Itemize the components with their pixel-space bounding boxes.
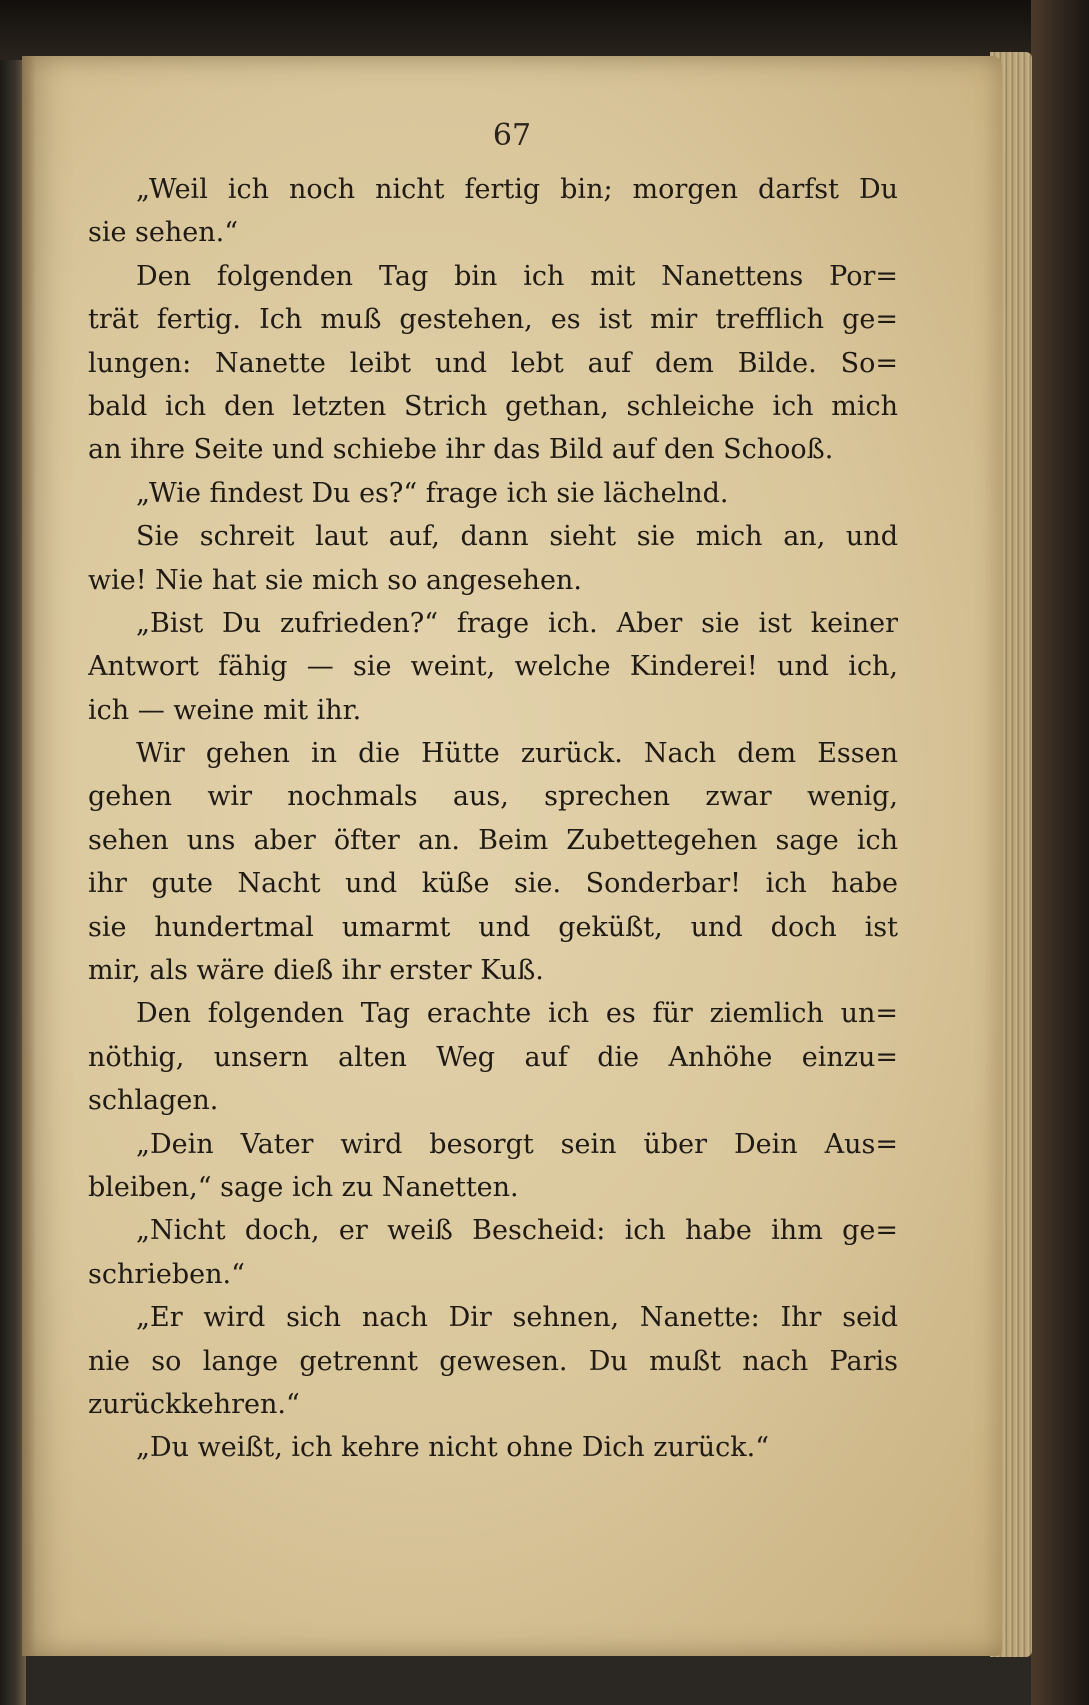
text-line: an ihre Seite und schiebe ihr das Bild auf den Schooß. xyxy=(88,434,834,466)
text-line: bald ich den letzten Strich gethan, schleiche ich mich xyxy=(88,390,898,422)
text-line: zurückkehren.“ xyxy=(88,1388,300,1420)
text-line: Den folgenden Tag erachte ich es für ziemlich un= xyxy=(136,998,898,1030)
text-line: „Bist Du zufrieden?“ frage ich. Aber sie ist keiner xyxy=(136,607,898,639)
text-line: lungen: Nanette leibt und lebt auf dem Bilde. So= xyxy=(88,347,898,379)
text-line: ich — weine mit ihr. xyxy=(88,694,362,726)
text-line: wie! Nie hat sie mich so angesehen. xyxy=(88,564,582,596)
page-gutter xyxy=(22,56,36,1656)
text-line: trät fertig. Ich muß gestehen, es ist mir trefflich ge= xyxy=(88,304,898,336)
text-line: „Weil ich noch nicht fertig bin; morgen darfst Du xyxy=(136,174,898,205)
text-line: „Du weißt, ich kehre nicht ohne Dich zurück.“ xyxy=(136,1432,770,1464)
text-line: mir, als wäre dieß ihr erster Kuß. xyxy=(88,955,544,987)
text-line: „Nicht doch, er weiß Bescheid: ich habe ihm ge= xyxy=(136,1215,898,1247)
text-line: schlagen. xyxy=(88,1085,219,1117)
text-line: nöthig, unsern alten Weg auf die Anhöhe einzu= xyxy=(88,1041,898,1073)
text-line: schrieben.“ xyxy=(88,1258,245,1290)
text-line: „Wie findest Du es?“ frage ich sie lächelnd. xyxy=(136,477,729,509)
text-line: gehen wir nochmals aus, sprechen zwar wenig, xyxy=(88,781,898,813)
text-line: Wir gehen in die Hütte zurück. Nach dem Essen xyxy=(136,738,898,770)
text-line: Sie schreit laut auf, dann sieht sie mich an, und xyxy=(136,521,898,553)
text-line: bleiben,“ sage ich zu Nanetten. xyxy=(88,1171,519,1203)
book-page xyxy=(22,56,1002,1656)
text-line: Antwort fähig — sie weint, welche Kinderei! und ich, xyxy=(88,651,898,683)
text-line: sie hundertmal umarmt und geküßt, und doch ist xyxy=(88,911,898,943)
text-line: ihr gute Nacht und küße sie. Sonderbar! ich habe xyxy=(88,868,898,900)
text-line: nie so lange getrennt gewesen. Du mußt nach Paris xyxy=(88,1345,898,1377)
body-text xyxy=(88,168,898,1470)
text-line: sie sehen.“ xyxy=(88,217,239,249)
book-right-cover xyxy=(1031,0,1089,1705)
text-line: „Dein Vater wird besorgt sein über Dein Aus= xyxy=(136,1128,898,1160)
book-top-edge xyxy=(0,0,1089,62)
text-line: Den folgenden Tag bin ich mit Nanettens Por= xyxy=(136,260,898,292)
text-line: sehen uns aber öfter an. Beim Zubettegehen sage ich xyxy=(88,824,898,856)
text-line: „Er wird sich nach Dir sehnen, Nanette: Ihr seid xyxy=(136,1302,898,1334)
page-number: 67 xyxy=(492,118,532,153)
